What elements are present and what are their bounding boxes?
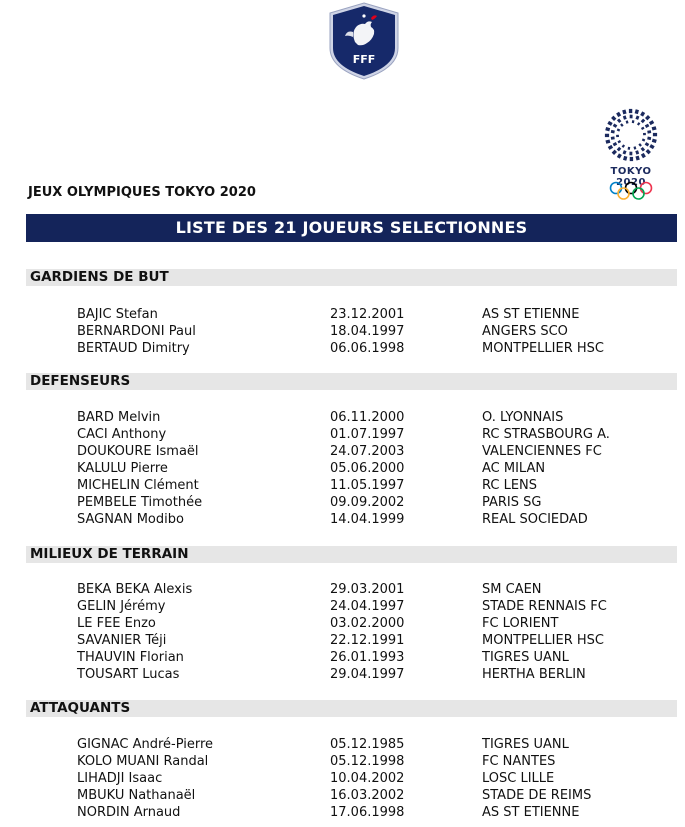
player-club: O. LYONNAIS bbox=[482, 410, 564, 425]
player-name: KALULU Pierre bbox=[77, 461, 168, 476]
player-row bbox=[0, 409, 685, 426]
fff-logo bbox=[327, 2, 401, 80]
player-row bbox=[0, 804, 685, 821]
player-birth-date: 05.12.1998 bbox=[330, 754, 405, 769]
player-row bbox=[0, 666, 685, 683]
section-header-midfielders: MILIEUX DE TERRAIN bbox=[26, 546, 677, 563]
player-name: DOUKOURE Ismaël bbox=[77, 444, 199, 459]
selection-list-banner: LISTE DES 21 JOUEURS SELECTIONNES bbox=[26, 214, 677, 242]
player-club: ANGERS SCO bbox=[482, 324, 568, 339]
player-birth-date: 22.12.1991 bbox=[330, 633, 405, 648]
player-name: PEMBELE Timothée bbox=[77, 495, 203, 510]
player-birth-date: 24.07.2003 bbox=[330, 444, 405, 459]
player-club: HERTHA BERLIN bbox=[482, 667, 586, 682]
goalkeepers-list bbox=[0, 306, 685, 357]
player-birth-date: 26.01.1993 bbox=[330, 650, 405, 665]
player-name: BEKA BEKA Alexis bbox=[77, 582, 193, 597]
player-row bbox=[0, 615, 685, 632]
player-row bbox=[0, 460, 685, 477]
player-name: KOLO MUANI Randal bbox=[77, 754, 209, 769]
player-club: FC NANTES bbox=[482, 754, 556, 769]
player-club: STADE RENNAIS FC bbox=[482, 599, 607, 614]
midfielders-list bbox=[0, 581, 685, 683]
player-club: STADE DE REIMS bbox=[482, 788, 592, 803]
player-birth-date: 18.04.1997 bbox=[330, 324, 405, 339]
player-club: VALENCIENNES FC bbox=[482, 444, 602, 459]
player-birth-date: 09.09.2002 bbox=[330, 495, 405, 510]
section-header-defenders: DEFENSEURS bbox=[26, 373, 677, 390]
player-row bbox=[0, 753, 685, 770]
player-name: SAGNAN Modibo bbox=[77, 512, 184, 527]
player-row bbox=[0, 736, 685, 753]
player-name: MICHELIN Clément bbox=[77, 478, 199, 493]
player-row bbox=[0, 511, 685, 528]
player-name: THAUVIN Florian bbox=[77, 650, 184, 665]
player-club: RC STRASBOURG A. bbox=[482, 427, 610, 442]
section-header-forwards: ATTAQUANTS bbox=[26, 700, 677, 717]
player-birth-date: 11.05.1997 bbox=[330, 478, 405, 493]
player-club: TIGRES UANL bbox=[482, 650, 569, 665]
player-birth-date: 29.04.1997 bbox=[330, 667, 405, 682]
player-name: NORDIN Arnaud bbox=[77, 805, 181, 820]
player-name: GIGNAC André-Pierre bbox=[77, 737, 214, 752]
player-birth-date: 01.07.1997 bbox=[330, 427, 405, 442]
section-header-goalkeepers: GARDIENS DE BUT bbox=[26, 269, 677, 286]
player-row bbox=[0, 426, 685, 443]
player-club: TIGRES UANL bbox=[482, 737, 569, 752]
player-name: LE FEE Enzo bbox=[77, 616, 156, 631]
player-birth-date: 16.03.2002 bbox=[330, 788, 405, 803]
player-birth-date: 14.04.1999 bbox=[330, 512, 405, 527]
player-name: GELIN Jérémy bbox=[77, 599, 166, 614]
tokyo-2020-emblem bbox=[598, 106, 664, 202]
player-club: SM CAEN bbox=[482, 582, 542, 597]
player-row bbox=[0, 632, 685, 649]
player-club: RC LENS bbox=[482, 478, 538, 493]
fff-logo-text: FFF bbox=[352, 53, 376, 66]
player-birth-date: 23.12.2001 bbox=[330, 307, 405, 322]
defenders-list bbox=[0, 409, 685, 528]
player-birth-date: 24.04.1997 bbox=[330, 599, 405, 614]
player-row bbox=[0, 787, 685, 804]
player-birth-date: 10.04.2002 bbox=[330, 771, 405, 786]
player-name: BERNARDONI Paul bbox=[77, 324, 196, 339]
player-club: AS ST ETIENNE bbox=[482, 805, 580, 820]
player-name: BARD Melvin bbox=[77, 410, 161, 425]
player-row bbox=[0, 649, 685, 666]
player-row bbox=[0, 443, 685, 460]
player-birth-date: 05.06.2000 bbox=[330, 461, 405, 476]
player-birth-date: 05.12.1985 bbox=[330, 737, 405, 752]
player-club: REAL SOCIEDAD bbox=[482, 512, 588, 527]
fff-shield-icon bbox=[327, 2, 401, 80]
player-name: BERTAUD Dimitry bbox=[77, 341, 190, 356]
player-birth-date: 06.06.1998 bbox=[330, 341, 405, 356]
player-birth-date: 29.03.2001 bbox=[330, 582, 405, 597]
player-name: TOUSART Lucas bbox=[77, 667, 180, 682]
player-row bbox=[0, 306, 685, 323]
player-row bbox=[0, 770, 685, 787]
forwards-list bbox=[0, 736, 685, 821]
player-club: AS ST ETIENNE bbox=[482, 307, 580, 322]
player-row bbox=[0, 494, 685, 511]
player-name: LIHADJI Isaac bbox=[77, 771, 163, 786]
player-club: AC MILAN bbox=[482, 461, 546, 476]
player-name: MBUKU Nathanaël bbox=[77, 788, 196, 803]
player-club: MONTPELLIER HSC bbox=[482, 633, 604, 648]
player-row bbox=[0, 340, 685, 357]
player-birth-date: 17.06.1998 bbox=[330, 805, 405, 820]
player-club: LOSC LILLE bbox=[482, 771, 555, 786]
player-club: MONTPELLIER HSC bbox=[482, 341, 604, 356]
player-club: FC LORIENT bbox=[482, 616, 559, 631]
player-row bbox=[0, 598, 685, 615]
player-name: CACI Anthony bbox=[77, 427, 167, 442]
event-title: JEUX OLYMPIQUES TOKYO 2020 bbox=[28, 185, 256, 200]
player-row bbox=[0, 477, 685, 494]
player-birth-date: 03.02.2000 bbox=[330, 616, 405, 631]
player-name: BAJIC Stefan bbox=[77, 307, 158, 322]
tokyo-2020-label: TOKYO 2020 bbox=[610, 166, 652, 188]
player-row bbox=[0, 323, 685, 340]
player-row bbox=[0, 581, 685, 598]
player-club: PARIS SG bbox=[482, 495, 542, 510]
olympic-rings-icon bbox=[608, 181, 654, 201]
player-name: SAVANIER Téji bbox=[77, 633, 167, 648]
tokyo-emblem-ring-icon bbox=[602, 106, 660, 164]
player-birth-date: 06.11.2000 bbox=[330, 410, 405, 425]
